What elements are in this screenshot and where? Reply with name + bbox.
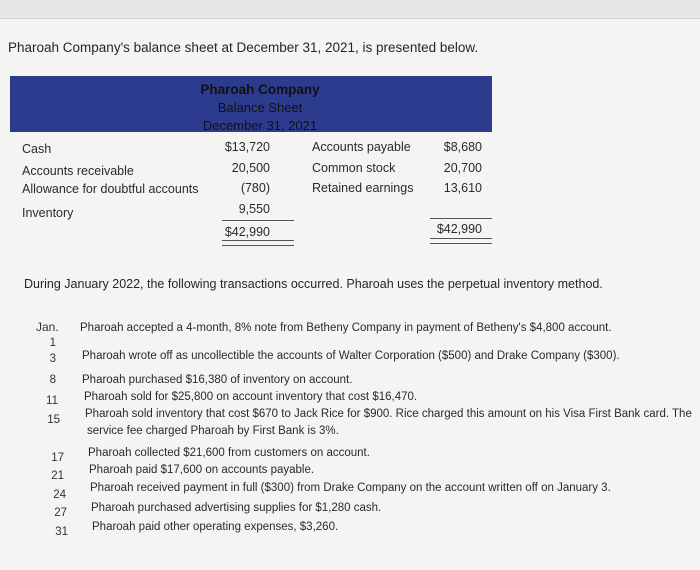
transaction-text: Pharoah paid other operating expenses, $3,260.: [92, 521, 339, 533]
month-label: Jan.: [36, 320, 59, 334]
transaction-text: Pharoah received payment in full ($300) from Drake Company on the account written off on January 3.: [90, 482, 611, 494]
transaction-day: 15: [47, 414, 60, 426]
asset-label: Cash: [22, 142, 52, 156]
transaction-day: 27: [54, 507, 67, 519]
transaction-text: Pharoah accepted a 4-month, 8% note from Betheny Company in payment of Betheny's $4,800 account.: [80, 322, 612, 334]
transaction-text: Pharoah purchased advertising supplies for $1,280 cash.: [91, 502, 382, 514]
asset-value: $13,720: [224, 140, 270, 154]
total-double-rule: [222, 240, 294, 246]
transaction-day: 1: [49, 337, 56, 349]
transaction-text-continued: service fee charged Pharoah by First Bank is 3%.: [87, 425, 339, 437]
liability-value: 13,610: [443, 181, 482, 195]
asset-value: 20,500: [231, 161, 270, 175]
asset-value: (780): [240, 181, 270, 195]
asset-label: Accounts receivable: [22, 164, 134, 178]
transaction-text: Pharoah purchased $16,380 of inventory on account.: [82, 374, 353, 386]
transaction-day: 11: [46, 395, 58, 407]
asset-value: 9,550: [238, 202, 270, 216]
subtotal-rule: [430, 218, 492, 219]
top-bar: [0, 0, 700, 19]
transaction-day: 17: [51, 452, 64, 464]
transaction-day: 24: [53, 489, 66, 501]
liability-label: Accounts payable: [312, 140, 411, 154]
transaction-text: Pharoah paid $17,600 on accounts payable.: [89, 464, 315, 476]
transaction-text: Pharoah sold for $25,800 on account inventory that cost $16,470.: [84, 391, 418, 403]
liabilities-total: $42,990: [436, 222, 482, 236]
transaction-day: 31: [55, 526, 68, 538]
company-name: Pharoah Company: [200, 82, 320, 97]
liability-label: Common stock: [312, 161, 396, 175]
statement-date: December 31, 2021: [202, 118, 318, 133]
liability-value: $8,680: [443, 140, 482, 154]
asset-label: Allowance for doubtful accounts: [22, 182, 199, 196]
transaction-text: Pharoah wrote off as uncollectible the accounts of Walter Corporation ($500) and Drake Company ($300).: [82, 350, 620, 362]
transaction-text: Pharoah sold inventory that cost $670 to Jack Rice for $900. Rice charged this amount on his Visa First Bank card. The: [85, 408, 692, 420]
transaction-day: 3: [49, 353, 56, 365]
liability-label: Retained earnings: [312, 181, 414, 195]
balance-sheet: [10, 76, 492, 246]
total-double-rule: [430, 238, 492, 244]
assets-total: $42,990: [224, 225, 270, 239]
subtotal-rule: [222, 220, 294, 221]
statement-title: Balance Sheet: [217, 100, 303, 115]
transaction-day: 21: [51, 470, 64, 482]
intro-text: Pharoah Company's balance sheet at December 31, 2021, is presented below.: [8, 40, 479, 55]
transactions-intro: During January 2022, the following transactions occurred. Pharoah uses the perpetual inventory method.: [24, 277, 603, 291]
transaction-day: 8: [49, 374, 56, 386]
liability-value: 20,700: [443, 161, 482, 175]
transaction-text: Pharoah collected $21,600 from customers on account.: [88, 447, 370, 459]
asset-label: Inventory: [22, 206, 74, 220]
